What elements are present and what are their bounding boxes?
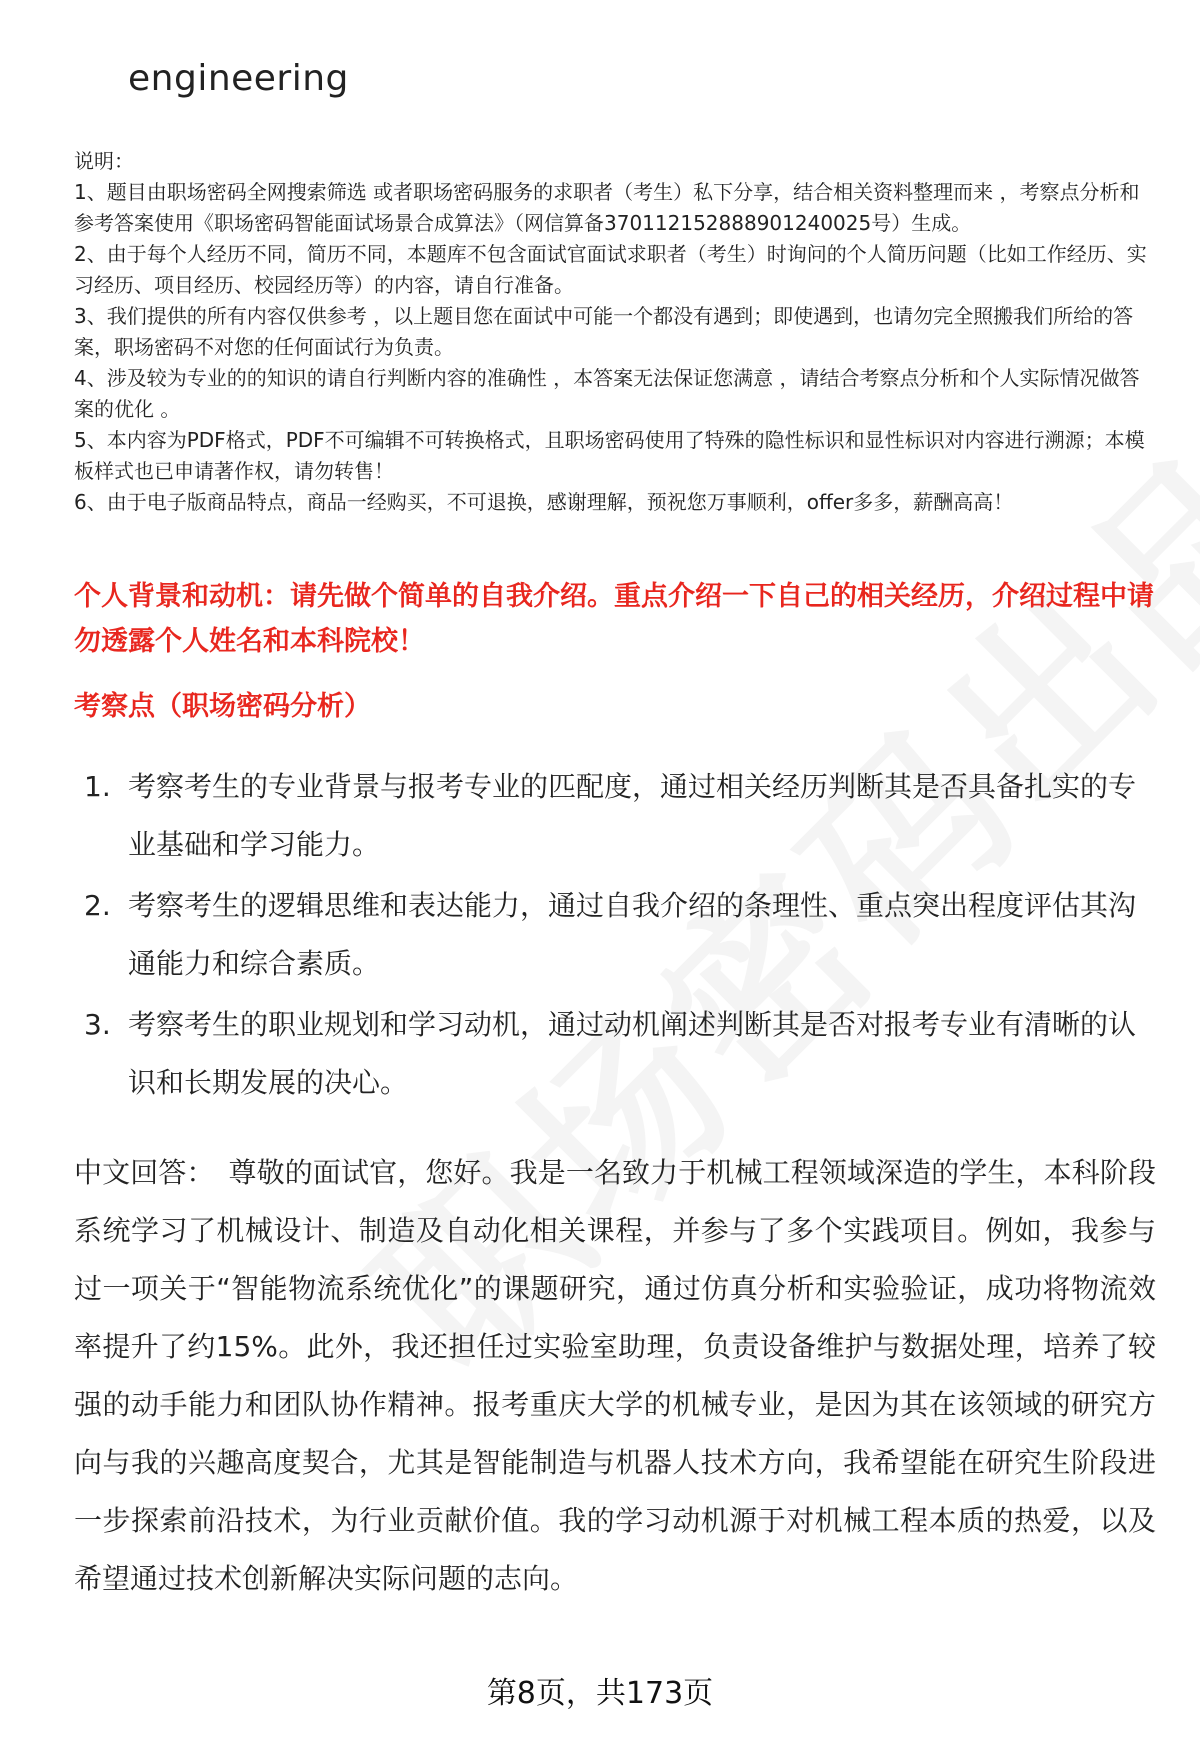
point-text: 考察考生的专业背景与报考专业的匹配度，通过相关经历判断其是否具备扎实的专业基础和学习能力。 bbox=[128, 770, 1137, 861]
note-item: 3、我们提供的所有内容仅供参考 ，以上题目您在面试中可能一个都没有遇到；即使遇到，也请勿完全照搬我们所给的答案，职场密码不对您的任何面试行为负责。 bbox=[74, 304, 1134, 359]
kaocha-point bbox=[74, 877, 1154, 993]
point-number: 3. bbox=[84, 1008, 111, 1041]
point-number: 2. bbox=[84, 889, 111, 922]
page-number: 第8页，共173页 bbox=[486, 1676, 714, 1711]
kaocha-points-list bbox=[74, 758, 1154, 1115]
note-item: 1、题目由职场密码全网搜索筛选 或者职场密码服务的求职者（考生）私下分享，结合相关资料整理而来 ，考察点分析和参考答案使用《职场密码智能面试场景合成算法》（网信算备370112152888901240025号）生成。 bbox=[74, 180, 1140, 235]
note-item: 2、由于每个人经历不同，简历不同，本题库不包含面试官面试求职者（考生）时询问的个人简历问题（比如工作经历、实习经历、项目经历、校园经历等）的内容，请自行准备。 bbox=[74, 242, 1147, 297]
notes-section bbox=[74, 146, 1154, 518]
answer-section bbox=[74, 1144, 1156, 1608]
answer-label: 中文回答： bbox=[74, 1156, 215, 1189]
note-item: 4、涉及较为专业的的知识的请自行判断内容的准确性 ，本答案无法保证您满意 ，请结合考察点分析和个人实际情况做答案的优化 。 bbox=[74, 366, 1140, 421]
header-word: engineering bbox=[128, 58, 349, 99]
kaocha-point bbox=[74, 758, 1154, 874]
kaocha-point bbox=[74, 996, 1154, 1112]
point-text: 考察考生的逻辑思维和表达能力，通过自我介绍的条理性、重点突出程度评估其沟通能力和综合素质。 bbox=[128, 889, 1137, 980]
notes-title: 说明： bbox=[74, 149, 134, 173]
kaocha-heading: 考察点（职场密码分析） bbox=[74, 691, 371, 722]
note-item: 6、由于电子版商品特点，商品一经购买，不可退换，感谢理解，预祝您万事顺利，offer多多，薪酬高高！ bbox=[74, 490, 1014, 514]
answer-text: 尊敬的面试官，您好。我是一名致力于机械工程领域深造的学生，本科阶段系统学习了机械设计、制造及自动化相关课程，并参与了多个实践项目。例如，我参与过一项关于“智能物流系统优化”的课题研究，通过仿真分析和实验验证，成功将物流效率提升了约15%。此外，我还担任过实验室助理，负责设备维护与数据处理，培养了较强的动手能力和团队协作精神。报考重庆大学的机械专业，是因为其在该领域的研究方向与我的兴趣高度契合，尤其是智能制造与机器人技术方向，我希望能在研究生阶段进一步探索前沿技术，为行业贡献价值。我的学习动机源于对机械工程本质的热爱，以及希望通过技术创新解决实际问题的志向。 bbox=[74, 1156, 1156, 1595]
point-text: 考察考生的职业规划和学习动机，通过动机阐述判断其是否对报考专业有清晰的认识和长期发展的决心。 bbox=[128, 1008, 1137, 1099]
point-number: 1. bbox=[84, 770, 111, 803]
note-item: 5、本内容为PDF格式，PDF不可编辑不可转换格式，且职场密码使用了特殊的隐性标识和显性标识对内容进行溯源；本模板样式也已申请著作权，请勿转售！ bbox=[74, 428, 1145, 483]
question-heading: 个人背景和动机：请先做个简单的自我介绍。重点介绍一下自己的相关经历，介绍过程中请勿透露个人姓名和本科院校！ bbox=[74, 581, 1154, 657]
